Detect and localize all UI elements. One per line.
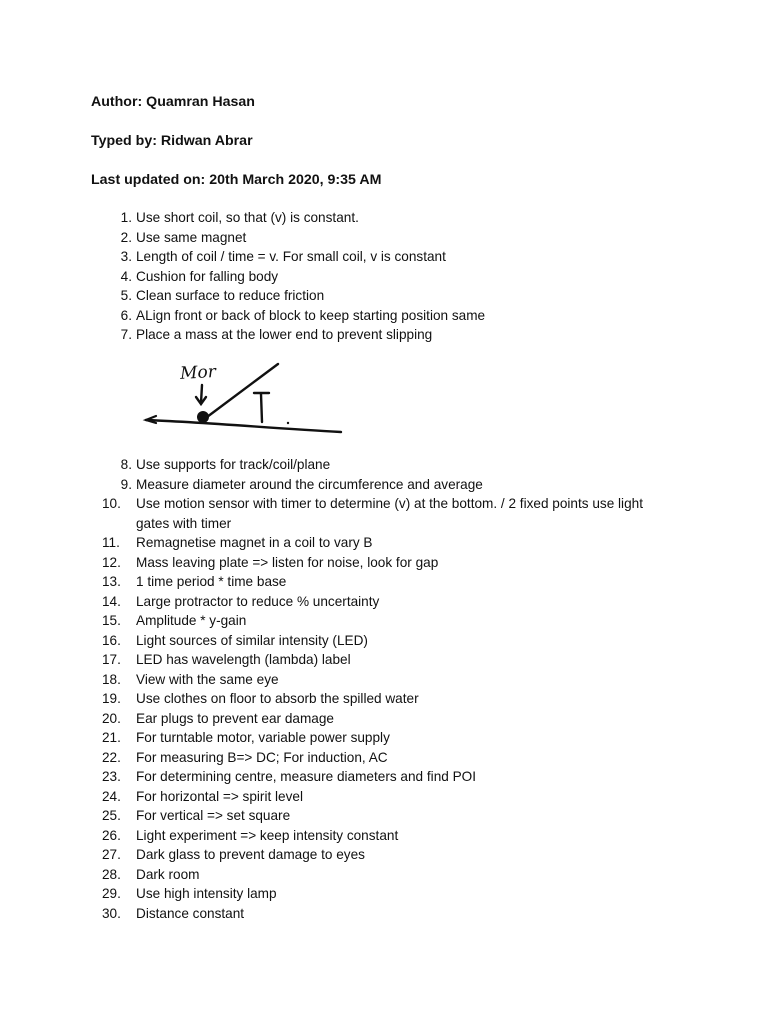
- item-number: 6.: [120, 307, 132, 323]
- list-item: [102, 845, 668, 865]
- typed-by-line: Typed by: Ridwan Abrar: [91, 133, 253, 149]
- item-number: 21.: [102, 730, 121, 745]
- list-item: [102, 787, 668, 807]
- item-text: Dark glass to prevent damage to eyes: [136, 847, 365, 862]
- list-item: [102, 572, 668, 592]
- item-number: 23.: [102, 769, 121, 784]
- item-number: 30.: [102, 905, 121, 921]
- list-item: [108, 228, 668, 248]
- item-number: 2.: [120, 229, 132, 245]
- item-number: 20.: [102, 710, 121, 726]
- list-item: [102, 748, 668, 768]
- item-text: For vertical => set square: [136, 808, 291, 823]
- list-item: [102, 670, 668, 690]
- item-text: Measure diameter around the circumference and average: [136, 476, 483, 492]
- author-line: Author: Quamran Hasan: [91, 94, 255, 110]
- item-text: Length of coil / time = v. For small coil, v is constant: [136, 249, 446, 264]
- sketch-mass-ball: [197, 411, 209, 423]
- item-text: For measuring B=> DC; For induction, AC: [136, 749, 388, 765]
- list-item: [102, 728, 668, 748]
- list-item: [102, 611, 668, 631]
- item-number: 10.: [102, 496, 121, 511]
- item-number: 25.: [102, 808, 121, 823]
- item-number: 14.: [102, 593, 121, 609]
- list-item: [108, 247, 668, 267]
- item-number: 18.: [102, 671, 121, 687]
- item-text: Place a mass at the lower end to prevent slipping: [136, 327, 433, 342]
- item-text: Mass leaving plate => listen for noise, look for gap: [136, 554, 439, 570]
- list-item: [102, 689, 668, 709]
- item-text: For turntable motor, variable power supply: [136, 730, 390, 745]
- item-text: View with the same eye: [136, 671, 279, 687]
- item-text: Clean surface to reduce friction: [136, 288, 325, 303]
- sketch-down-arrow: [196, 385, 206, 404]
- item-number: 19.: [102, 691, 121, 706]
- item-number: 3.: [120, 249, 132, 264]
- list-item: [108, 455, 668, 475]
- sketch-dot: [287, 422, 289, 424]
- list-item: [102, 904, 668, 924]
- list-item: [102, 806, 668, 826]
- item-text: Use short coil, so that (v) is constant.: [136, 210, 359, 225]
- list-item: [108, 306, 668, 326]
- sketch-handwritten-label: Mor: [179, 361, 217, 384]
- inclined-plane-sketch: [140, 356, 350, 440]
- item-text: Distance constant: [136, 905, 245, 921]
- list-item: [102, 533, 668, 553]
- item-text: For horizontal => spirit level: [136, 788, 303, 804]
- list-item: [108, 208, 668, 228]
- item-text: LED has wavelength (lambda) label: [136, 652, 351, 667]
- item-number: 13.: [102, 574, 121, 589]
- item-number: 28.: [102, 866, 121, 882]
- item-number: 8.: [120, 457, 132, 472]
- list-item: [102, 884, 668, 904]
- item-text: Large protractor to reduce % uncertainty: [136, 593, 380, 609]
- item-text: Use same magnet: [136, 229, 247, 245]
- list-item: [102, 865, 668, 885]
- item-text: Remagnetise magnet in a coil to vary B: [136, 535, 373, 550]
- item-number: 9.: [120, 476, 132, 492]
- item-number: 5.: [120, 288, 132, 303]
- list-item: [108, 325, 668, 345]
- item-number: 27.: [102, 847, 121, 862]
- list-item: [102, 709, 668, 729]
- item-text: 1 time period * time base: [136, 574, 287, 589]
- list-item: [102, 650, 668, 670]
- list-item: [102, 494, 668, 533]
- list-item: [102, 767, 668, 787]
- tips-list-part-2: [102, 455, 668, 923]
- list-item: [102, 553, 668, 573]
- item-text: Use clothes on floor to absorb the spilled water: [136, 691, 419, 706]
- item-text: Use motion sensor with timer to determine (v) at the bottom. / 2 fixed points use light gates with timer: [136, 496, 643, 531]
- last-updated-line: Last updated on: 20th March 2020, 9:35 AM: [91, 172, 382, 188]
- item-number: 22.: [102, 749, 121, 765]
- list-item: [102, 826, 668, 846]
- item-text: For determining centre, measure diameters and find POI: [136, 769, 477, 784]
- item-text: Ear plugs to prevent ear damage: [136, 710, 334, 726]
- list-item: [108, 475, 668, 495]
- item-number: 24.: [102, 788, 121, 804]
- sketch-height-line: [254, 393, 269, 422]
- item-number: 16.: [102, 632, 121, 648]
- item-number: 17.: [102, 652, 121, 667]
- item-text: ALign front or back of block to keep starting position same: [136, 307, 486, 323]
- item-number: 1.: [120, 210, 132, 225]
- item-text: Use high intensity lamp: [136, 886, 277, 901]
- item-text: Light sources of similar intensity (LED): [136, 632, 368, 648]
- item-number: 15.: [102, 613, 121, 628]
- item-number: 7.: [120, 327, 132, 342]
- list-item: [102, 592, 668, 612]
- item-text: Light experiment => keep intensity constant: [136, 827, 399, 843]
- item-number: 29.: [102, 886, 121, 901]
- item-text: Use supports for track/coil/plane: [136, 457, 331, 472]
- item-text: Amplitude * y-gain: [136, 613, 247, 628]
- item-number: 11.: [102, 535, 120, 550]
- item-text: Cushion for falling body: [136, 268, 279, 284]
- tips-list-part-1: [108, 208, 668, 345]
- item-text: Dark room: [136, 866, 200, 882]
- item-number: 26.: [102, 827, 121, 843]
- list-item: [108, 267, 668, 287]
- list-item: [102, 631, 668, 651]
- sketch-ground-line: [146, 420, 341, 432]
- list-item: [108, 286, 668, 306]
- item-number: 12.: [102, 554, 121, 570]
- item-number: 4.: [120, 268, 132, 284]
